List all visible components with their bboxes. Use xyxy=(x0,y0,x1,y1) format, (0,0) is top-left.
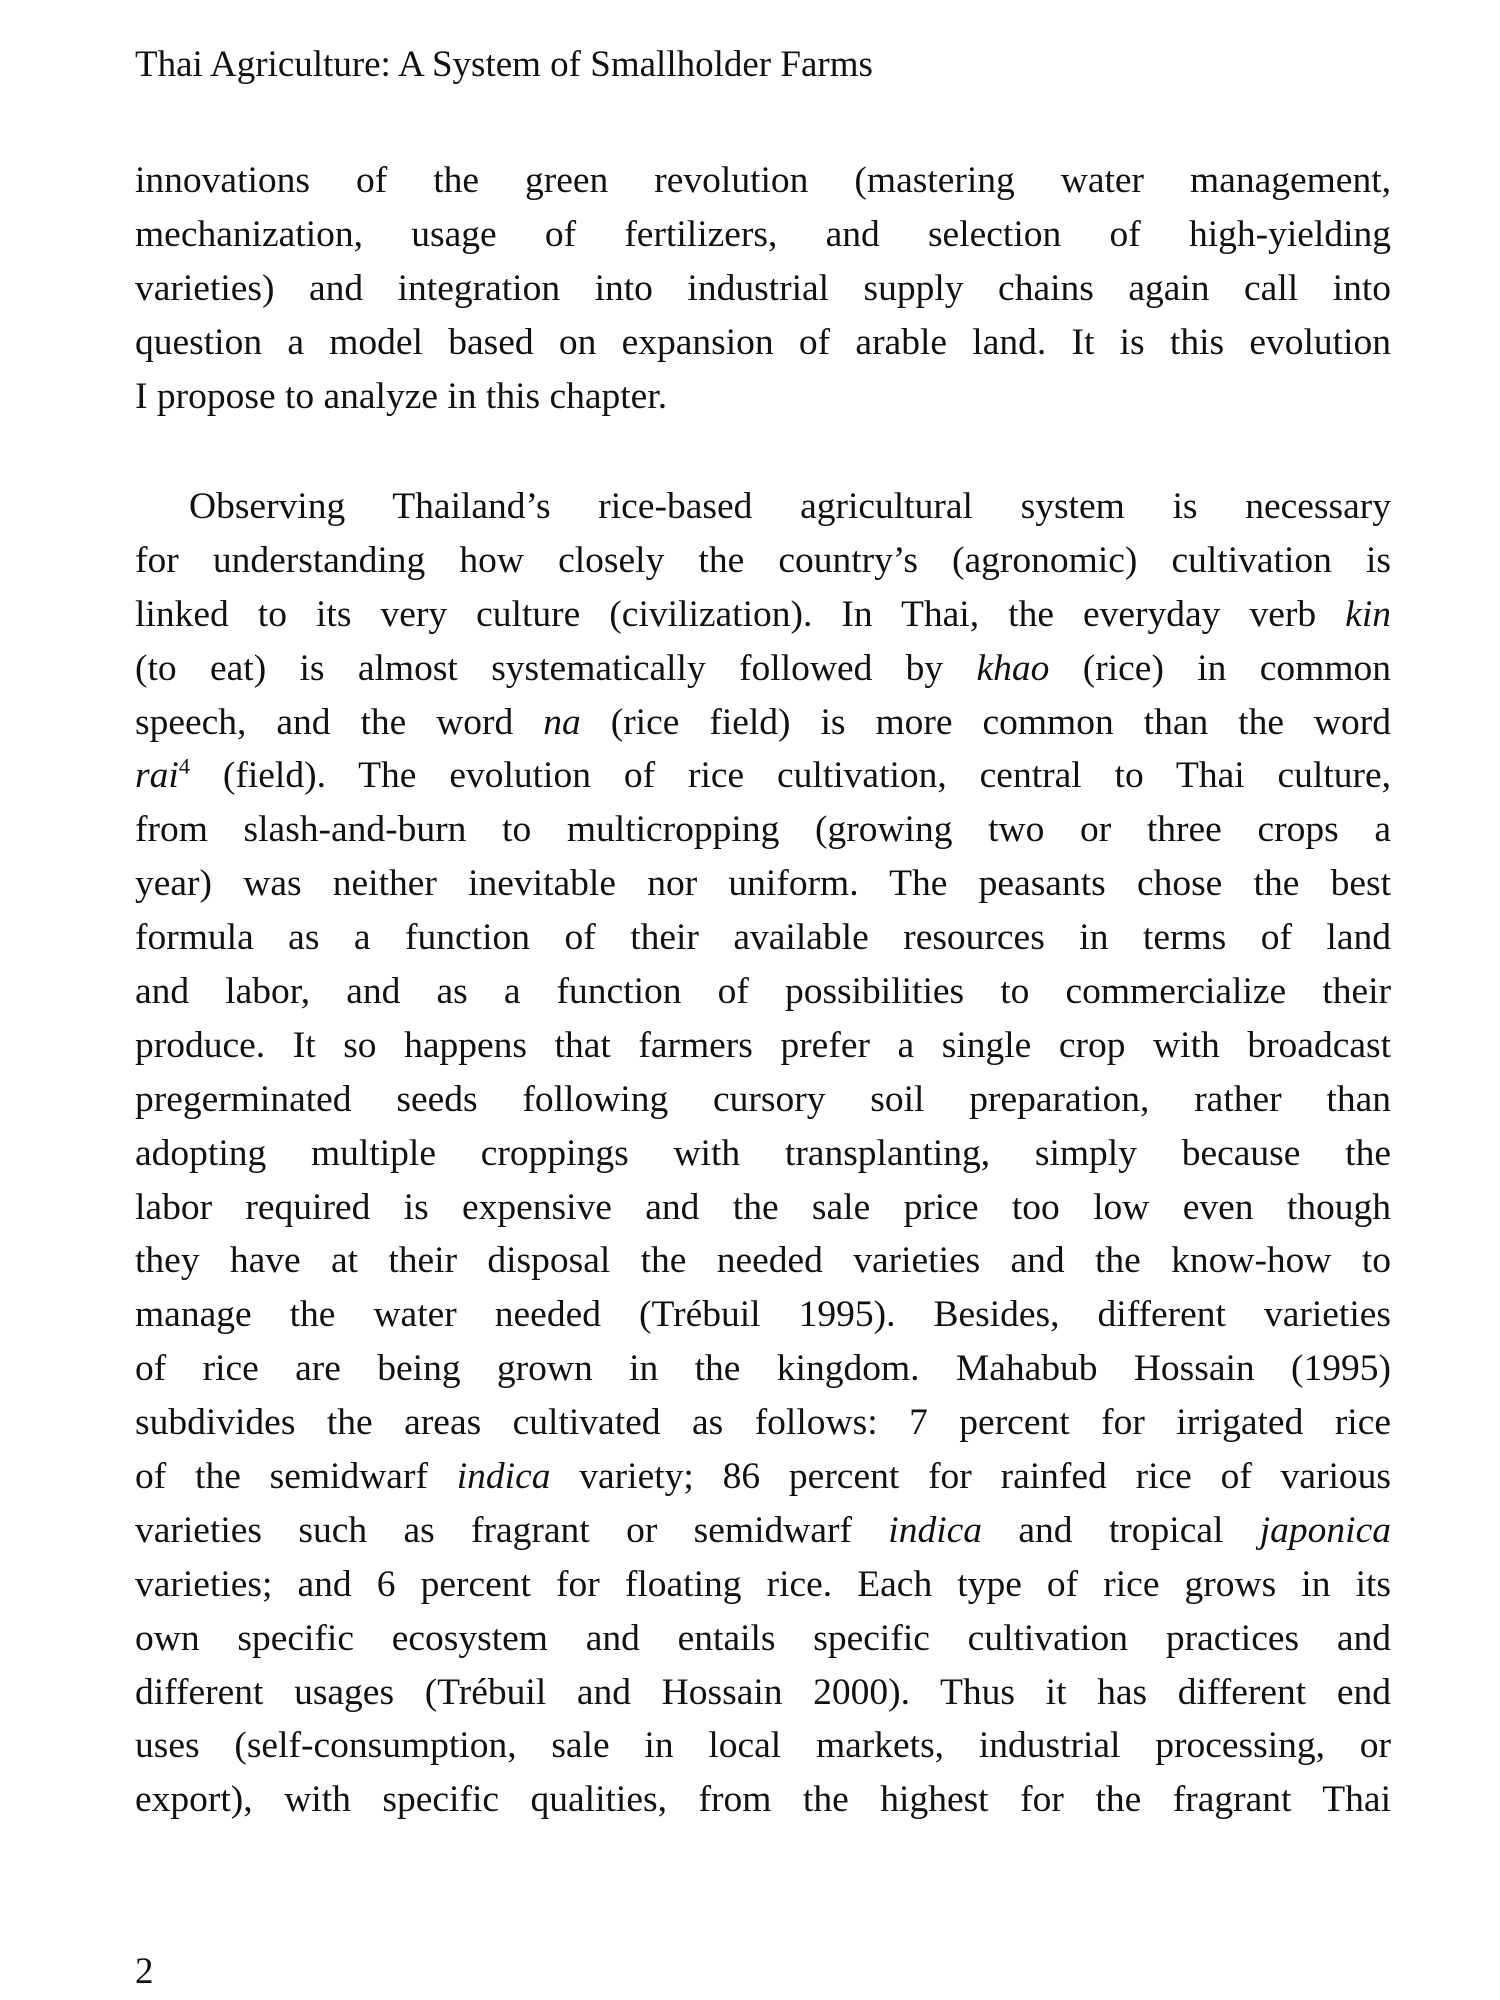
text-line xyxy=(135,1073,1391,1127)
text-segment: Observing Thailand’s rice-based agricultural system is necessary xyxy=(189,486,1391,527)
text-segment: innovations of the green revolution (mastering water management, xyxy=(135,160,1391,201)
text-line xyxy=(135,1342,1391,1396)
paragraph-1 xyxy=(135,154,1391,424)
text-segment: pregerminated seeds following cursory soil preparation, rather than xyxy=(135,1078,1391,1120)
text-line xyxy=(135,1234,1391,1288)
text-line xyxy=(135,749,1391,803)
text-line xyxy=(135,588,1391,642)
text-segment: question a model based on expansion of arable land. It is this evolution xyxy=(135,322,1391,363)
text-segment: they have at their disposal the needed varieties and the know-how to xyxy=(135,1240,1391,1282)
footnote-ref: 4 xyxy=(178,753,191,779)
italic-term: indica xyxy=(888,1509,983,1551)
text-segment: (field). The evolution of rice cultivation, central to Thai culture, xyxy=(190,755,1391,797)
italic-term: na xyxy=(543,701,581,743)
text-line xyxy=(135,1019,1391,1073)
text-segment: I propose to analyze in this chapter. xyxy=(135,376,668,417)
text-segment: different usages (Trébuil and Hossain 2000). Thus it has different end xyxy=(135,1671,1391,1713)
text-line xyxy=(135,154,1391,208)
text-line xyxy=(135,911,1391,965)
text-segment: manage the water needed (Trébuil 1995). Besides, different varieties xyxy=(135,1294,1391,1336)
text-segment: of rice are being grown in the kingdom. Mahabub Hossain (1995) xyxy=(135,1348,1391,1390)
running-header: Thai Agriculture: A System of Smallholder Farms xyxy=(135,44,873,85)
text-line xyxy=(135,1558,1391,1612)
text-segment: varieties such as fragrant or semidwarf xyxy=(135,1509,889,1551)
text-line xyxy=(135,803,1391,857)
text-line xyxy=(135,1181,1391,1235)
text-line xyxy=(135,1450,1391,1504)
text-line xyxy=(135,1504,1391,1558)
text-segment: and labor, and as a function of possibilities to commercialize their xyxy=(135,971,1391,1013)
text-segment: (to eat) is almost systematically followed by xyxy=(135,647,977,689)
text-segment: and tropical xyxy=(982,1509,1260,1551)
text-segment: speech, and the word xyxy=(135,701,544,743)
text-segment: variety; 86 percent for rainfed rice of various xyxy=(550,1456,1392,1498)
text-segment: from slash-and-burn to multicropping (growing two or three crops a xyxy=(135,809,1391,851)
text-segment: linked to its very culture (civilization). In Thai, the everyday verb xyxy=(135,593,1346,635)
text-line xyxy=(135,965,1391,1019)
italic-term: japonica xyxy=(1259,1509,1391,1551)
text-line xyxy=(135,857,1391,911)
text-line xyxy=(135,208,1391,262)
text-segment: formula as a function of their available resources in terms of land xyxy=(135,917,1391,959)
text-line xyxy=(135,1773,1391,1827)
italic-term: rai xyxy=(135,755,179,797)
text-line xyxy=(135,1719,1391,1773)
text-line xyxy=(135,1288,1391,1342)
text-segment: of the semidwarf xyxy=(135,1456,457,1498)
text-line xyxy=(135,262,1391,316)
text-segment: (rice field) is more common than the word xyxy=(580,701,1391,743)
paragraph-2 xyxy=(135,480,1391,1827)
text-segment: uses (self-consumption, sale in local markets, industrial processing, or xyxy=(135,1725,1391,1767)
text-segment: produce. It so happens that farmers prefer a single crop with broadcast xyxy=(135,1024,1391,1066)
text-line xyxy=(135,1612,1391,1666)
text-line xyxy=(135,370,1391,424)
text-segment: (rice) in common xyxy=(1049,647,1391,689)
text-line xyxy=(135,534,1391,588)
text-line xyxy=(135,642,1391,696)
text-segment: varieties) and integration into industrial supply chains again call into xyxy=(135,268,1391,309)
text-segment: year) was neither inevitable nor uniform. The peasants chose the best xyxy=(135,863,1391,905)
text-line xyxy=(135,480,1391,534)
text-segment: varieties; and 6 percent for floating rice. Each type of rice grows in its xyxy=(135,1563,1391,1605)
text-segment: labor required is expensive and the sale price too low even though xyxy=(135,1186,1391,1228)
text-segment: own specific ecosystem and entails specific cultivation practices and xyxy=(135,1617,1391,1659)
italic-term: khao xyxy=(976,647,1050,689)
text-line xyxy=(135,1127,1391,1181)
italic-term: indica xyxy=(456,1456,551,1498)
text-line xyxy=(135,696,1391,750)
text-segment: for understanding how closely the country’s (agronomic) cultivation is xyxy=(135,539,1391,581)
text-segment: mechanization, usage of fertilizers, and selection of high-yielding xyxy=(135,214,1391,255)
page-number: 2 xyxy=(135,1951,154,1992)
text-segment: export), with specific qualities, from the highest for the fragrant Thai xyxy=(135,1779,1391,1821)
text-line xyxy=(135,1666,1391,1720)
text-line xyxy=(135,1396,1391,1450)
text-segment: adopting multiple croppings with transplanting, simply because the xyxy=(135,1132,1391,1174)
text-segment: subdivides the areas cultivated as follows: 7 percent for irrigated rice xyxy=(135,1402,1391,1444)
italic-term: kin xyxy=(1345,593,1391,635)
text-line xyxy=(135,316,1391,370)
